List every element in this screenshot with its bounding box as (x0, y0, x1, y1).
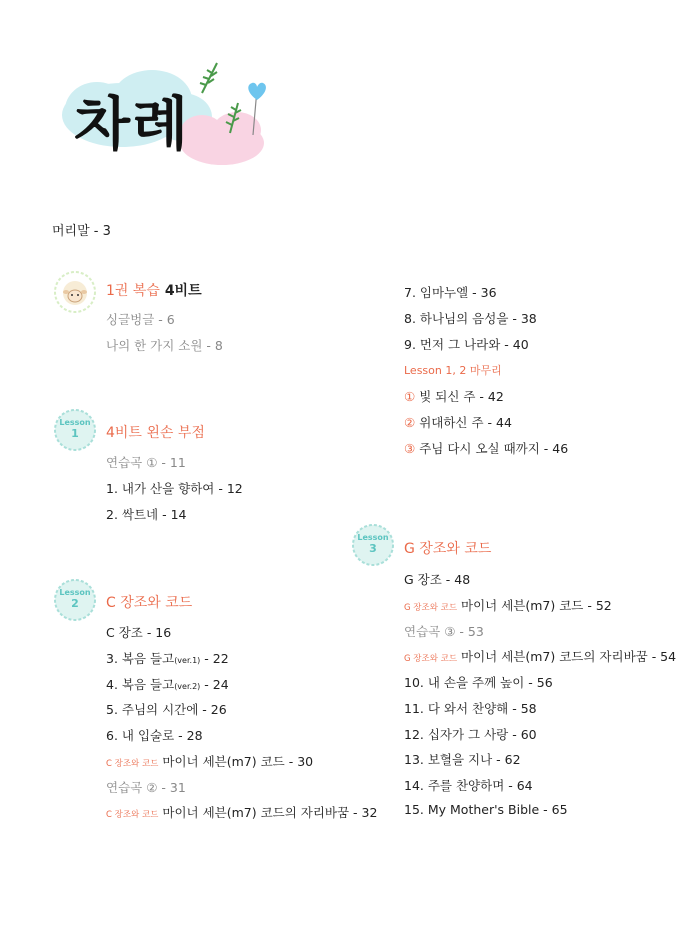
lesson2-item: C 장조 - 16 (106, 625, 172, 640)
badge-number: 3 (369, 542, 377, 555)
intro-title (106, 280, 202, 300)
lesson3-item: G 장조와 코드 마이너 세븐(m7) 코드 - 52 (404, 598, 612, 613)
lesson1-item: 연습곡 ① - 11 (106, 455, 186, 470)
lesson3-item: G 장조와 코드 마이너 세븐(m7) 코드의 자리바꿈 - 54 (404, 649, 677, 664)
lesson3-item: G 장조 - 48 (404, 572, 471, 587)
lesson3-item: 14. 주를 찬양하며 - 64 (404, 778, 533, 793)
lesson1-title (106, 422, 205, 442)
sheep-badge-icon (53, 270, 97, 314)
intro-title-part1: 1권 복습 (106, 283, 160, 299)
lesson3-badge (351, 523, 395, 567)
lesson3-item: 15. My Mother's Bible - 65 (404, 802, 568, 817)
lesson2-item: C 장조와 코드 마이너 세븐(m7) 코드 - 30 (106, 754, 314, 769)
title-block (52, 55, 272, 175)
intro-item: 싱글벙글 - 6 (106, 312, 175, 327)
lesson1-title-text: 4비트 왼손 부점 (106, 425, 205, 441)
lesson3-item: 11. 다 와서 찬양해 - 58 (404, 701, 537, 716)
lesson2-title-text: C 장조와 코드 (106, 595, 193, 611)
lesson3-title (404, 538, 491, 558)
lesson3-item: 13. 보혈을 지나 - 62 (404, 752, 521, 767)
lesson2-item: 6. 내 입술로 - 28 (106, 728, 203, 743)
review-item: ① 빛 되신 주 - 42 (404, 389, 504, 404)
lesson2-item: 4. 복음 들고(ver.2) - 24 (106, 677, 229, 692)
lesson2-item: 5. 주님의 시간에 - 26 (106, 702, 227, 717)
lesson2-title (106, 592, 192, 612)
badge-word: Lesson (357, 533, 389, 542)
review-item: ③ 주님 다시 오실 때까지 - 46 (404, 441, 569, 456)
lesson1-item: 1. 내가 산을 향하여 - 12 (106, 481, 243, 496)
page-title: 차례 (74, 90, 191, 158)
lesson1-badge (53, 408, 97, 452)
review-item: ② 위대하신 주 - 44 (404, 415, 512, 430)
lesson3-title-text: G 장조와 코드 (404, 541, 492, 557)
review-title: Lesson 1, 2 마무리 (404, 364, 502, 377)
lesson2-item: C 장조와 코드 마이너 세븐(m7) 코드의 자리바꿈 - 32 (106, 805, 378, 820)
song-item: 7. 임마누엘 - 36 (404, 285, 497, 300)
intro-title-part2: 4비트 (164, 283, 202, 299)
badge-word: Lesson (59, 588, 91, 597)
lesson3-item: 10. 내 손을 주께 높이 - 56 (404, 675, 553, 690)
badge-number: 1 (71, 427, 79, 440)
lesson2-item: 3. 복음 들고(ver.1) - 22 (106, 651, 229, 666)
badge-number: 2 (71, 597, 79, 610)
intro-item: 나의 한 가지 소원 - 8 (106, 338, 223, 353)
lesson2-item: 연습곡 ② - 31 (106, 780, 186, 795)
lesson1-item: 2. 싹트네 - 14 (106, 507, 187, 522)
lesson3-item: 12. 십자가 그 사랑 - 60 (404, 727, 537, 742)
lesson3-item: 연습곡 ③ - 53 (404, 624, 484, 639)
song-item: 9. 먼저 그 나라와 - 40 (404, 337, 529, 352)
song-item: 8. 하나님의 음성을 - 38 (404, 311, 537, 326)
preface-entry: 머리말 - 3 (52, 224, 111, 239)
badge-word: Lesson (59, 418, 91, 427)
lesson2-badge (53, 578, 97, 622)
